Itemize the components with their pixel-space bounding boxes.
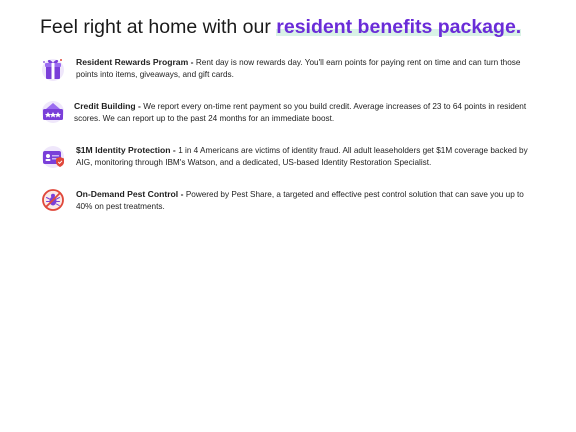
benefit-text: [76, 189, 536, 212]
headline-text: Feel right at home with our: [40, 16, 277, 38]
benefit-title: On-Demand Pest Control -: [76, 189, 186, 199]
pest-control-icon: [40, 187, 66, 213]
benefit-text: [76, 145, 536, 168]
benefit-description: Rent day is now rewards day. You'll earn points for paying rent on time and can turn those points into items, giveaways, and gift cards.: [76, 58, 521, 79]
identity-card-icon: [40, 144, 66, 170]
benefit-description: 1 in 4 Americans are victims of identity fraud. All adult leaseholders get $1M coverage backed by AIG, monitoring through IBM's Watson, and a dedicated, US-based Identity Restoration Specialist.: [76, 146, 528, 167]
page-headline: [40, 14, 560, 40]
benefit-title: Credit Building -: [74, 101, 144, 111]
benefit-description: Powered by Pest Share, a targeted and effective pest control solution that can save you up to 40% on pest treatments.: [76, 190, 524, 211]
headline-highlight: resident benefits package.: [276, 16, 522, 38]
benefit-text: [76, 57, 534, 80]
credit-score-icon: [40, 99, 66, 125]
benefit-text: [74, 101, 534, 124]
benefit-description: We report every on-time rent payment so you build credit. Average increases of 23 to 64 points in resident scores. We can report up to the past 24 months for an immediate boost.: [74, 102, 527, 123]
benefit-title: $1M Identity Protection -: [76, 145, 179, 155]
benefit-title: Resident Rewards Program -: [76, 57, 196, 67]
gift-icon: [40, 56, 66, 82]
